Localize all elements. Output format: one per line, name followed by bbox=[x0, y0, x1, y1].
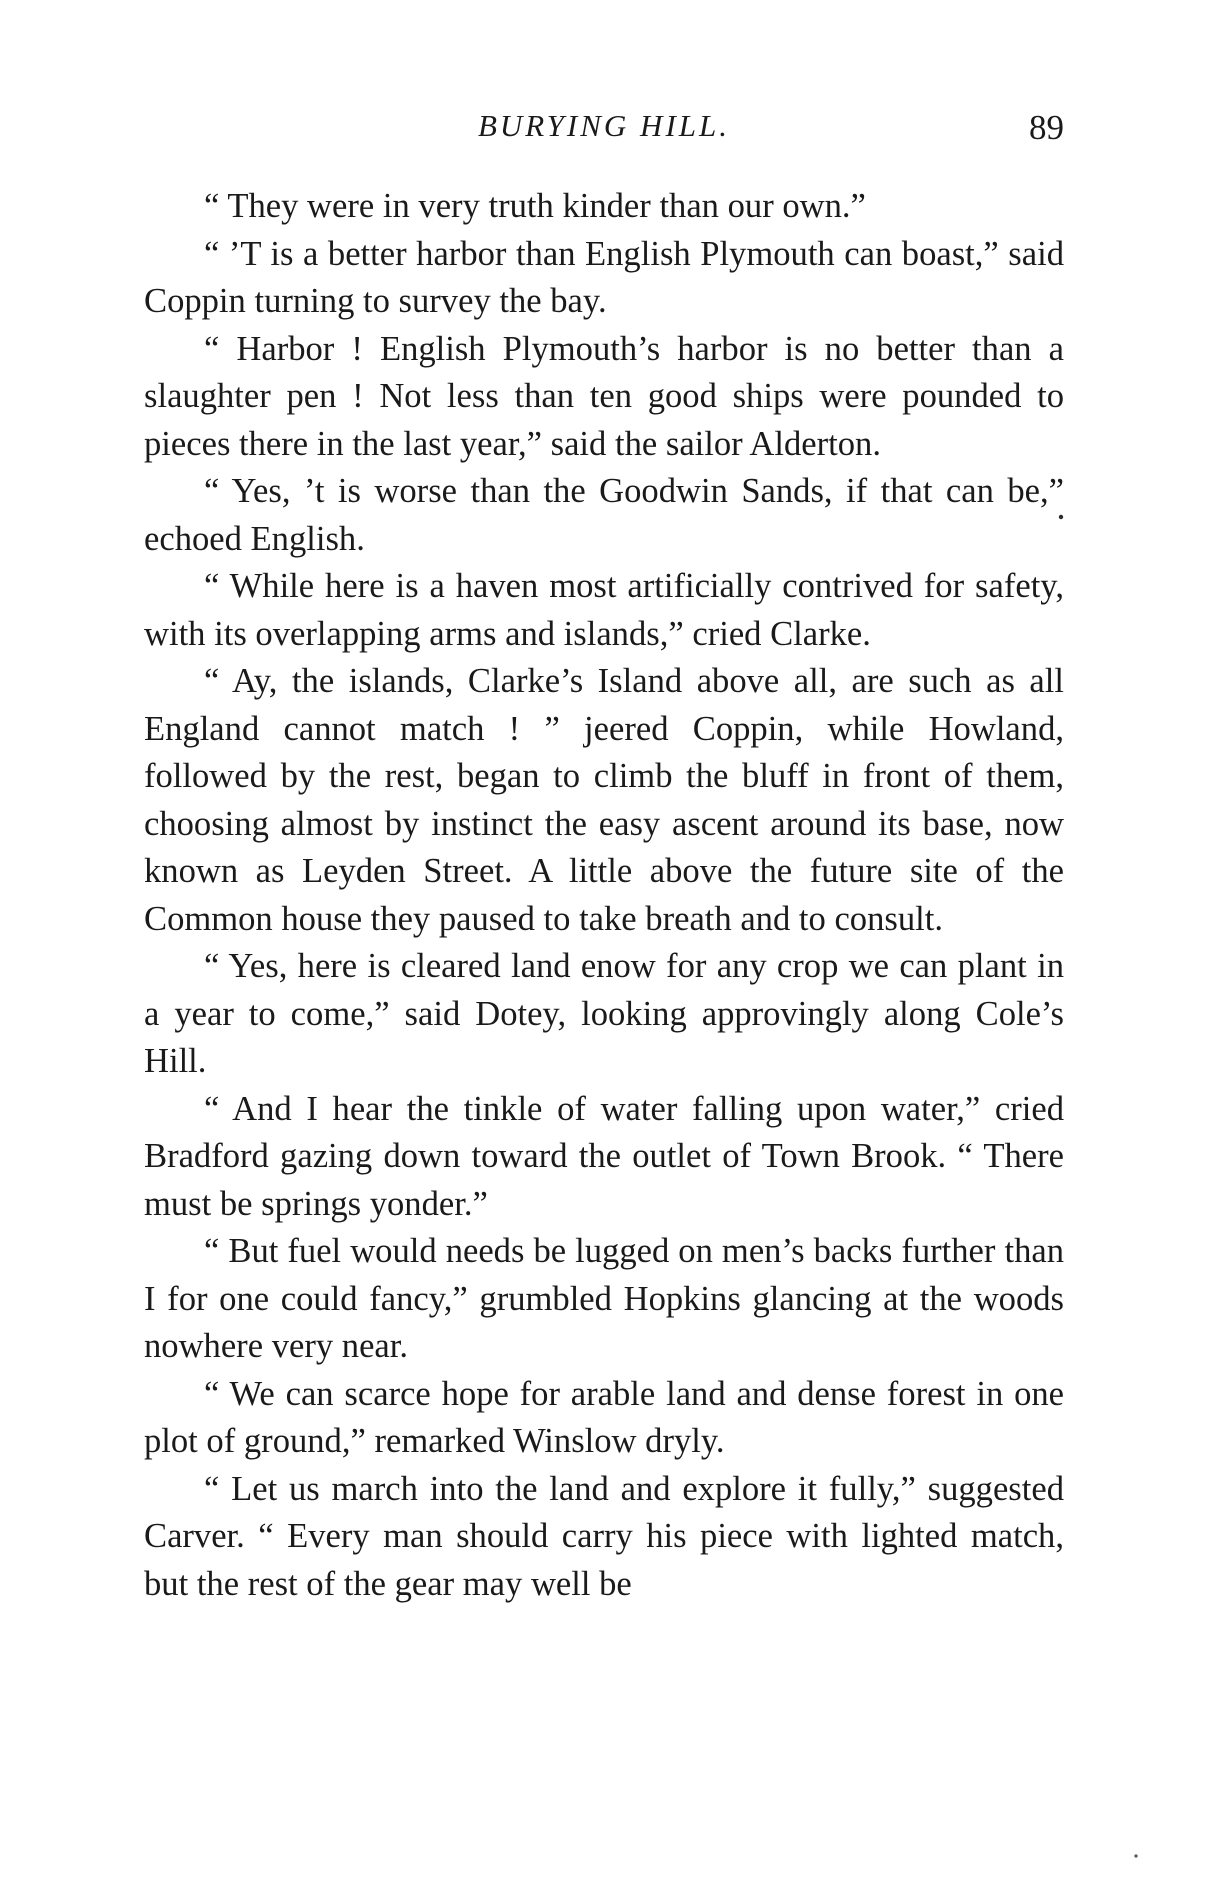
paragraph: “ Yes, ’t is worse than the Goodwin Sands, if that can be,” echoed English. bbox=[144, 472, 1064, 558]
paragraph: “ Let us march into the land and explore it fully,” suggested Carver. “ Every man should carry his piece with lighted match, but the rest of the gear may well be bbox=[144, 1469, 1064, 1603]
paragraph: “ Ay, the islands, Clarke’s Island above all, are such as all England cannot match ! ” jeered Coppin, while Howland, followed by the rest, began to climb the bluff in front of them, choosing almost by instinct the easy ascent around its base, now known as Leyden Street. A little above the future site of the Common house they paused to take breath and to consult. bbox=[144, 662, 1064, 938]
paragraph: “ They were in very truth kinder than our own.” bbox=[204, 187, 866, 225]
paragraph: “ But fuel would needs be lugged on men’s backs further than I for one could fancy,” grumbled Hopkins glancing at the woods nowhere very near. bbox=[144, 1232, 1064, 1365]
page-number: 89 bbox=[1029, 108, 1064, 147]
running-title: BURYING HILL. bbox=[477, 108, 731, 143]
paragraph: “ While here is a haven most artificially contrived for safety, with its overlapping arms and islands,” cried Clarke. bbox=[144, 567, 1064, 653]
ink-speck bbox=[1059, 515, 1063, 519]
paragraph: “ Harbor ! English Plymouth’s harbor is no better than a slaughter pen ! Not less than ten good ships were pounded to pieces there in the last year,” said the sailor Alderton. bbox=[144, 329, 1064, 463]
paragraph: “ ’T is a better harbor than English Plymouth can boast,” said Coppin turning to survey the bay. bbox=[144, 234, 1064, 320]
paragraph: “ We can scarce hope for arable land and dense forest in one plot of ground,” remarked Winslow dryly. bbox=[144, 1374, 1064, 1460]
ink-speck bbox=[1134, 1854, 1137, 1857]
paragraph: “ And I hear the tinkle of water falling upon water,” cried Bradford gazing down toward the outlet of Town Brook. “ There must be springs yonder.” bbox=[144, 1089, 1064, 1223]
paragraph: “ Yes, here is cleared land enow for any crop we can plant in a year to come,” said Dotey, looking approvingly along Cole’s Hill. bbox=[144, 947, 1064, 1080]
